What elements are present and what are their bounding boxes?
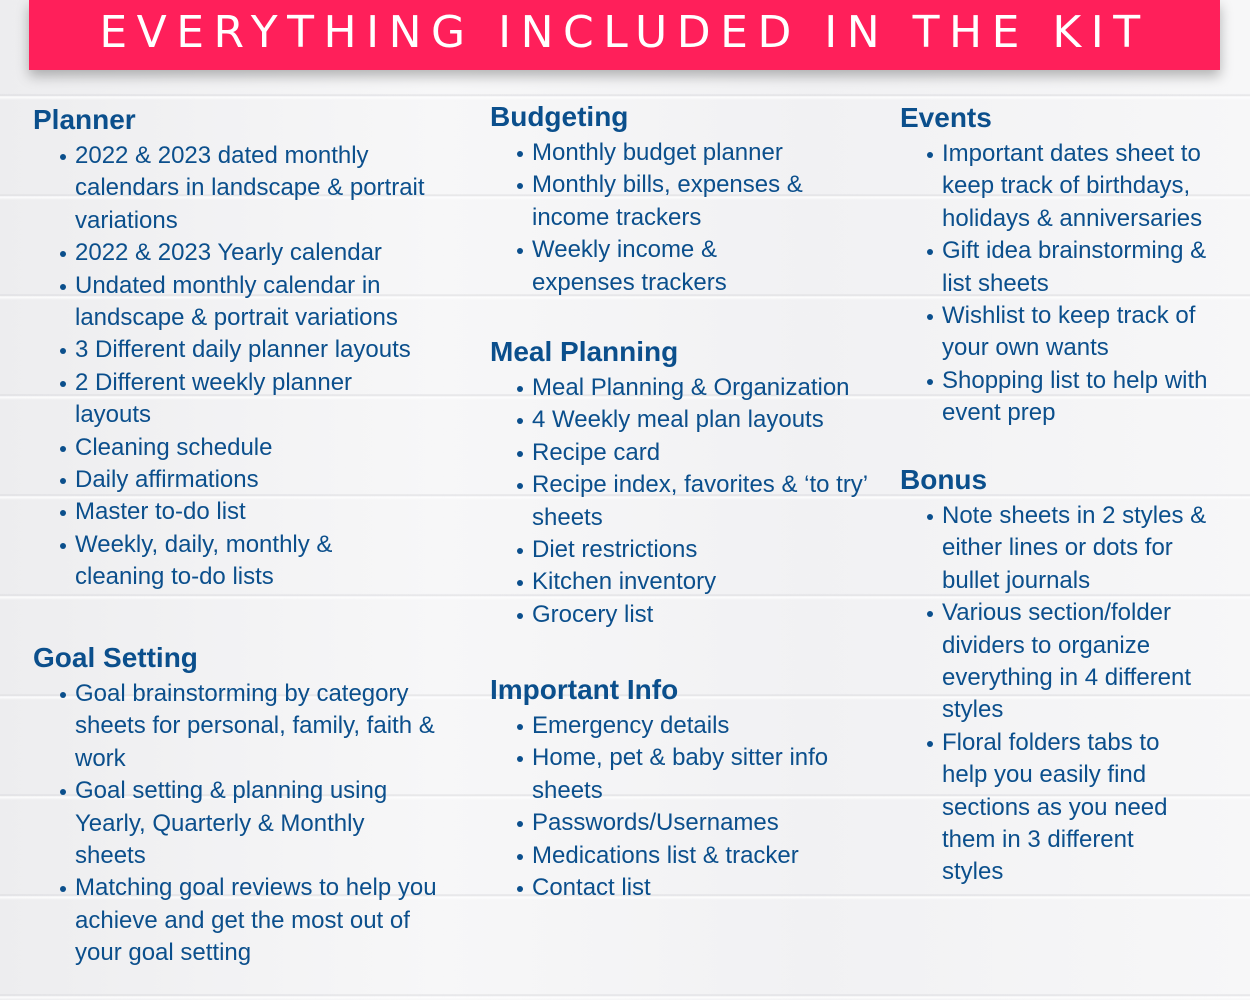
list-item: Passwords/Usernames: [490, 807, 872, 839]
list-item: Home, pet & baby sitter info sheets: [490, 742, 832, 807]
list-item: Daily affirmations: [33, 464, 453, 496]
list-item: Diet restrictions: [490, 534, 872, 566]
section-title: Bonus: [900, 464, 988, 495]
section-title: Budgeting: [490, 101, 629, 132]
list-item: Note sheets in 2 styles & either lines or dots for bullet journals: [900, 500, 1220, 597]
item-list: [900, 138, 1250, 430]
list-item: Wishlist to keep track of your own wants: [900, 300, 1222, 365]
list-item: Goal setting & planning using Yearly, Quarterly & Monthly sheets: [33, 775, 410, 872]
item-list: [490, 372, 892, 631]
list-item: Weekly, daily, monthly & cleaning to-do lists: [33, 529, 375, 594]
list-item: Medications list & tracker: [490, 840, 872, 872]
list-item: 2022 & 2023 dated monthly calendars in landscape & portrait variations: [33, 140, 453, 237]
section-planner: [33, 104, 453, 594]
list-item: Gift idea brainstorming & list sheets: [900, 235, 1242, 300]
list-item: Emergency details: [490, 710, 872, 742]
list-item: 4 Weekly meal plan layouts: [490, 404, 872, 436]
list-item: Monthly bills, expenses & income trackers: [490, 169, 832, 234]
list-item: Grocery list: [490, 599, 872, 631]
list-item: Important dates sheet to keep track of birthdays, holidays & anniversaries: [900, 138, 1222, 235]
section-events: [900, 102, 1250, 430]
list-item: Master to-do list: [33, 496, 453, 528]
header-banner: [29, 0, 1220, 70]
section-bonus: [900, 464, 1224, 889]
section-budgeting: [490, 101, 872, 299]
item-list: [33, 140, 453, 594]
list-item: Floral folders tabs to help you easily find sections as you need them in 3 different styles: [900, 727, 1192, 889]
list-item: Contact list: [490, 872, 872, 904]
list-item: Shopping list to help with event prep: [900, 365, 1250, 430]
list-item: Weekly income & expenses trackers: [490, 234, 752, 299]
list-item: 2 Different weekly planner layouts: [33, 367, 375, 432]
list-item: Kitchen inventory: [490, 566, 872, 598]
item-list: [900, 500, 1224, 889]
list-item: Undated monthly calendar in landscape & portrait variations: [33, 270, 425, 335]
list-item: Recipe index, favorites & ‘to try’ sheets: [490, 469, 877, 534]
list-item: Meal Planning & Organization: [490, 372, 892, 404]
list-item: 3 Different daily planner layouts: [33, 334, 453, 366]
list-item: Recipe card: [490, 437, 872, 469]
section-meal-planning: [490, 336, 892, 631]
list-item: Various section/folder dividers to organize everything in 4 different styles: [900, 597, 1224, 727]
section-title: Planner: [33, 104, 136, 135]
list-item: Monthly budget planner: [490, 137, 872, 169]
list-item: 2022 & 2023 Yearly calendar: [33, 237, 453, 269]
list-item: Cleaning schedule: [33, 432, 453, 464]
item-list: [490, 710, 872, 904]
page-title: EVERYTHING INCLUDED IN THE KIT: [99, 6, 1150, 58]
list-item: Goal brainstorming by category sheets for personal, family, faith & work: [33, 678, 435, 775]
section-title: Important Info: [490, 674, 679, 705]
section-title: Meal Planning: [490, 336, 679, 367]
item-list: [33, 678, 453, 970]
section-title: Goal Setting: [33, 642, 198, 673]
item-list: [490, 137, 872, 299]
section-goal-setting: [33, 642, 453, 970]
section-title: Events: [900, 102, 992, 133]
section-important-info: [490, 674, 872, 904]
list-item: Matching goal reviews to help you achieve and get the most out of your goal setting: [33, 872, 453, 969]
